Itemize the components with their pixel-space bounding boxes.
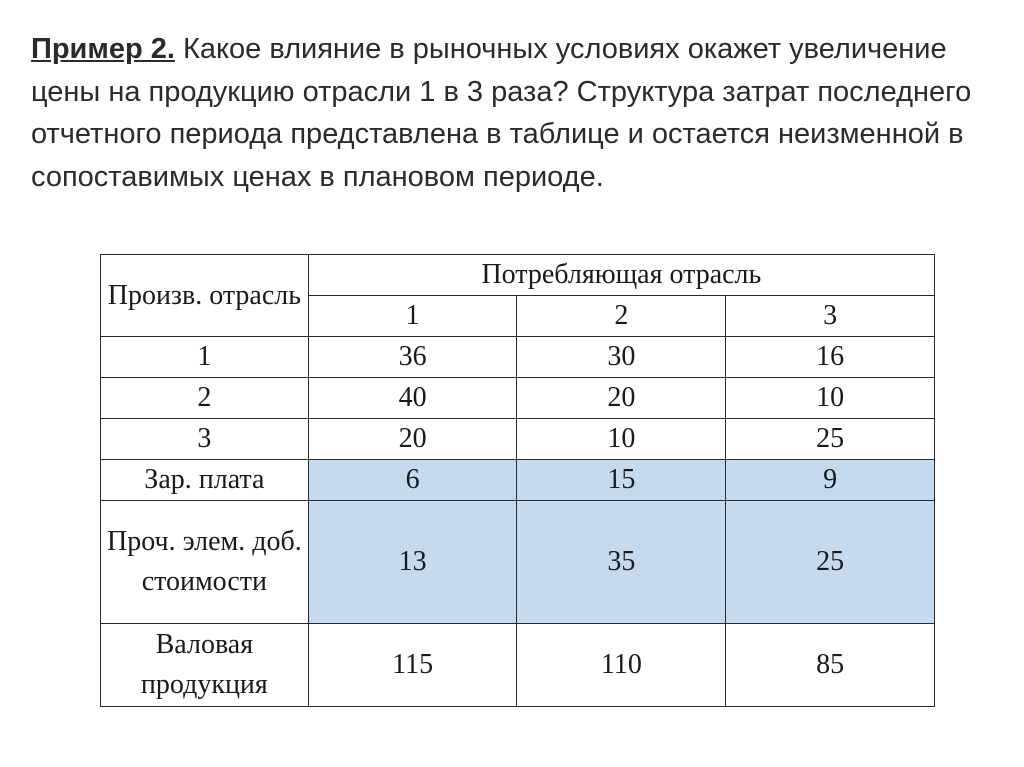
table-cell-highlighted: 9 [726, 460, 935, 501]
table-cell-highlighted: 25 [726, 501, 935, 624]
table-cell: 40 [308, 378, 517, 419]
table-cell: 85 [726, 624, 935, 707]
consuming-sector-header: Потребляющая отрасль [308, 255, 934, 296]
table-row [101, 460, 935, 501]
producing-sector-header: Произв. отрасль [101, 255, 309, 337]
problem-statement [31, 28, 1001, 198]
table-row [101, 337, 935, 378]
row-label: Проч. элем. доб. стоимости [101, 501, 309, 624]
column-header-3: 3 [726, 296, 935, 337]
table-row [101, 624, 935, 707]
example-label: Пример 2. [31, 33, 175, 65]
table-cell: 36 [308, 337, 517, 378]
table-cell: 30 [517, 337, 726, 378]
column-header-1: 1 [308, 296, 517, 337]
table-row [101, 501, 935, 624]
table-header-row [101, 255, 935, 296]
table-cell: 10 [726, 378, 935, 419]
row-label: 3 [101, 419, 309, 460]
table-cell: 115 [308, 624, 517, 707]
table-cell-highlighted: 35 [517, 501, 726, 624]
table-cell-highlighted: 6 [308, 460, 517, 501]
column-header-2: 2 [517, 296, 726, 337]
table-cell: 20 [517, 378, 726, 419]
table-cell: 10 [517, 419, 726, 460]
table-row [101, 378, 935, 419]
problem-text: Какое влияние в рыночных условиях окажет увеличение цены на продукцию отрасли 1 в 3 раза? Структура затрат последнего отчетного периода представлена в таблице и остается неизменной в сопоставимых ценах в плановом периоде. [31, 33, 972, 193]
table-cell: 16 [726, 337, 935, 378]
table-cell: 25 [726, 419, 935, 460]
cost-structure-table [100, 254, 935, 707]
table-cell-highlighted: 15 [517, 460, 726, 501]
table-cell-highlighted: 13 [308, 501, 517, 624]
row-label: Валовая продукция [101, 624, 309, 707]
table-row [101, 419, 935, 460]
row-label: Зар. плата [101, 460, 309, 501]
table-cell: 20 [308, 419, 517, 460]
row-label: 1 [101, 337, 309, 378]
row-label: 2 [101, 378, 309, 419]
table-cell: 110 [517, 624, 726, 707]
